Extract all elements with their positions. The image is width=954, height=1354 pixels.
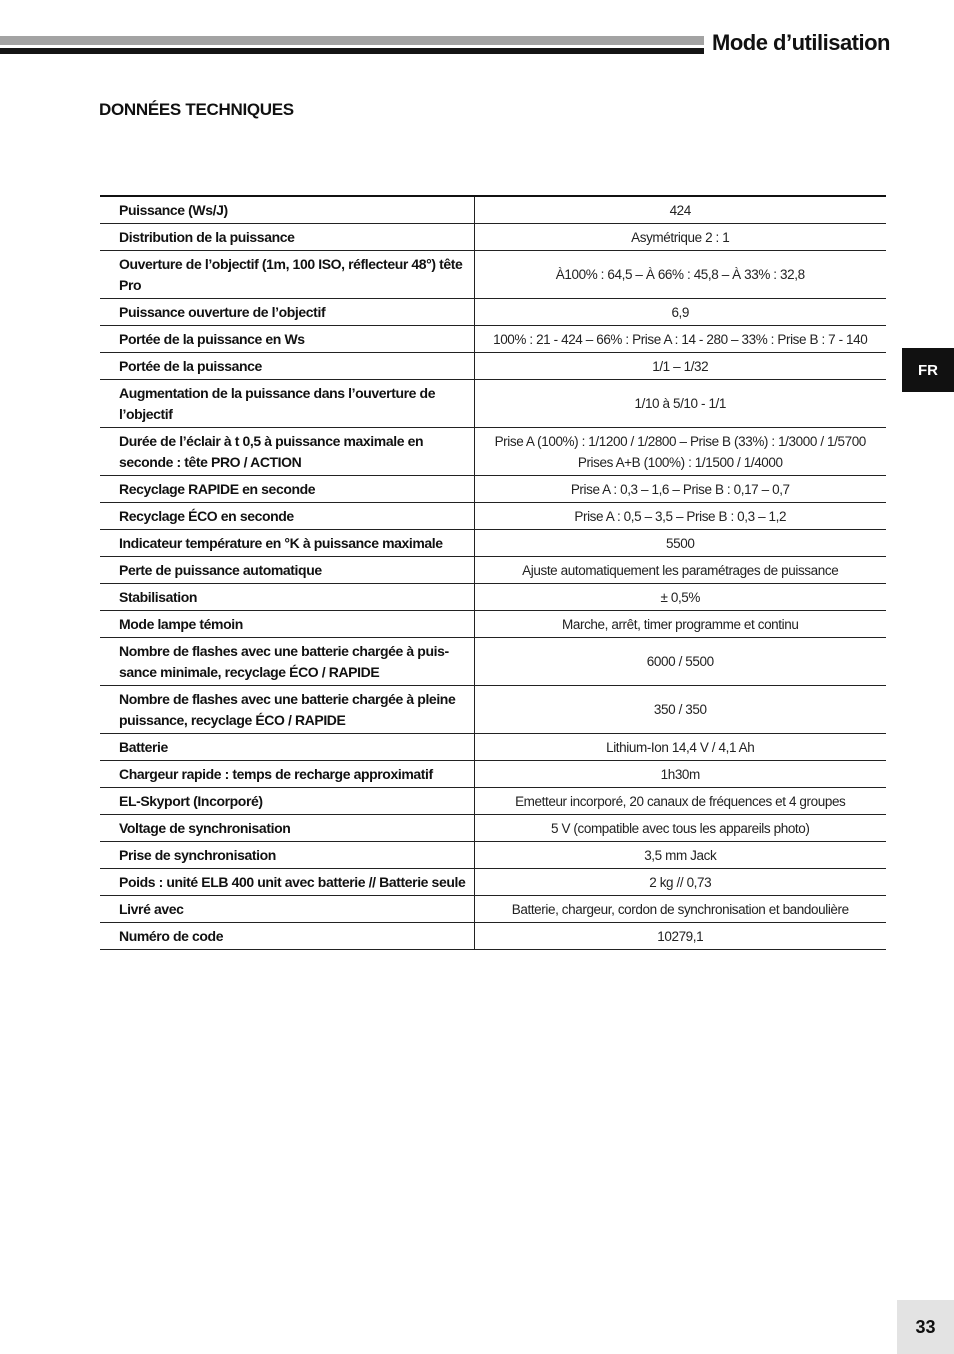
table-row [100,638,886,686]
table-row [100,734,886,761]
spec-value: 2 kg // 0,73 [474,869,886,896]
spec-label: Puissance ouverture de l’objectif [100,299,474,326]
spec-label: Recyclage ÉCO en seconde [100,503,474,530]
spec-label: Mode lampe témoin [100,611,474,638]
spec-label: Portée de la puissance [100,353,474,380]
spec-value: 5500 [474,530,886,557]
spec-label: Distribution de la puissance [100,224,474,251]
table-row [100,557,886,584]
spec-value: 6000 / 5500 [474,638,886,686]
spec-value: 3,5 mm Jack [474,842,886,869]
header-grey-rule [0,36,704,45]
spec-label: Chargeur rapide : temps de recharge approximatif [100,761,474,788]
spec-value: Prise A (100%) : 1/1200 / 1/2800 – Prise B (33%) : 1/3000 / 1/5700 Prises A+B (100%) : 1/1500 / 1/4000 [474,428,886,476]
spec-value: À100% : 64,5 – À 66% : 45,8 – À 33% : 32,8 [474,251,886,299]
spec-value: 5 V (compatible avec tous les appareils photo) [474,815,886,842]
spec-label: Perte de puissance automatique [100,557,474,584]
table-row [100,353,886,380]
spec-value: 350 / 350 [474,686,886,734]
table-row [100,326,886,353]
spec-label: Augmentation de la puissance dans l’ouverture de l’objectif [100,380,474,428]
spec-value: Marche, arrêt, timer programme et continu [474,611,886,638]
spec-value: Batterie, chargeur, cordon de synchronisation et bandoulière [474,896,886,923]
spec-value: Asymétrique 2 : 1 [474,224,886,251]
spec-value: 1/10 à 5/10 - 1/1 [474,380,886,428]
spec-label: Prise de synchronisation [100,842,474,869]
spec-value: Emetteur incorporé, 20 canaux de fréquences et 4 groupes [474,788,886,815]
page-number: 33 [897,1300,954,1354]
table-row [100,923,886,950]
spec-label: Recyclage RAPIDE en seconde [100,476,474,503]
spec-value: Prise A : 0,5 – 3,5 – Prise B : 0,3 – 1,2 [474,503,886,530]
spec-value: Ajuste automatiquement les paramétrages de puissance [474,557,886,584]
table-row [100,380,886,428]
spec-label: Puissance (Ws/J) [100,196,474,224]
table-row [100,476,886,503]
spec-label: Portée de la puissance en Ws [100,326,474,353]
page-header-title: Mode d’utilisation [712,30,890,55]
spec-label: EL-Skyport (Incorporé) [100,788,474,815]
spec-label: Nombre de flashes avec une batterie chargée à puis-sance minimale, recyclage ÉCO / RAPIDE [100,638,474,686]
spec-value: 424 [474,196,886,224]
table-row [100,761,886,788]
spec-value: 1h30m [474,761,886,788]
spec-value: Lithium-Ion 14,4 V / 4,1 Ah [474,734,886,761]
table-row [100,896,886,923]
spec-label: Nombre de flashes avec une batterie chargée à pleine puissance, recyclage ÉCO / RAPIDE [100,686,474,734]
spec-value: 1/1 – 1/32 [474,353,886,380]
table-row [100,224,886,251]
spec-label: Ouverture de l’objectif (1m, 100 ISO, réflecteur 48°) tête Pro [100,251,474,299]
spec-label: Livré avec [100,896,474,923]
spec-label: Durée de l’éclair à t 0,5 à puissance maximale en seconde : tête PRO / ACTION [100,428,474,476]
table-row [100,503,886,530]
spec-value: 100% : 21 - 424 – 66% : Prise A : 14 - 280 – 33% : Prise B : 7 - 140 [474,326,886,353]
table-row [100,530,886,557]
table-row [100,611,886,638]
table-row [100,428,886,476]
spec-value: 10279,1 [474,923,886,950]
spec-value: ± 0,5% [474,584,886,611]
spec-label: Numéro de code [100,923,474,950]
table-row [100,842,886,869]
spec-label: Batterie [100,734,474,761]
table-row [100,869,886,896]
spec-label: Stabilisation [100,584,474,611]
section-title: DONNÉES TECHNIQUES [99,100,294,119]
table-row [100,788,886,815]
header-black-rule [0,48,704,54]
spec-value: Prise A : 0,3 – 1,6 – Prise B : 0,17 – 0,7 [474,476,886,503]
table-row [100,196,886,224]
table-row [100,584,886,611]
table-row [100,251,886,299]
spec-value: 6,9 [474,299,886,326]
spec-label: Poids : unité ELB 400 unit avec batterie // Batterie seule [100,869,474,896]
table-row [100,299,886,326]
technical-specs-table [100,195,886,950]
language-tab: FR [902,348,954,392]
table-row [100,815,886,842]
table-row [100,686,886,734]
spec-label: Indicateur température en °K à puissance maximale [100,530,474,557]
spec-label: Voltage de synchronisation [100,815,474,842]
